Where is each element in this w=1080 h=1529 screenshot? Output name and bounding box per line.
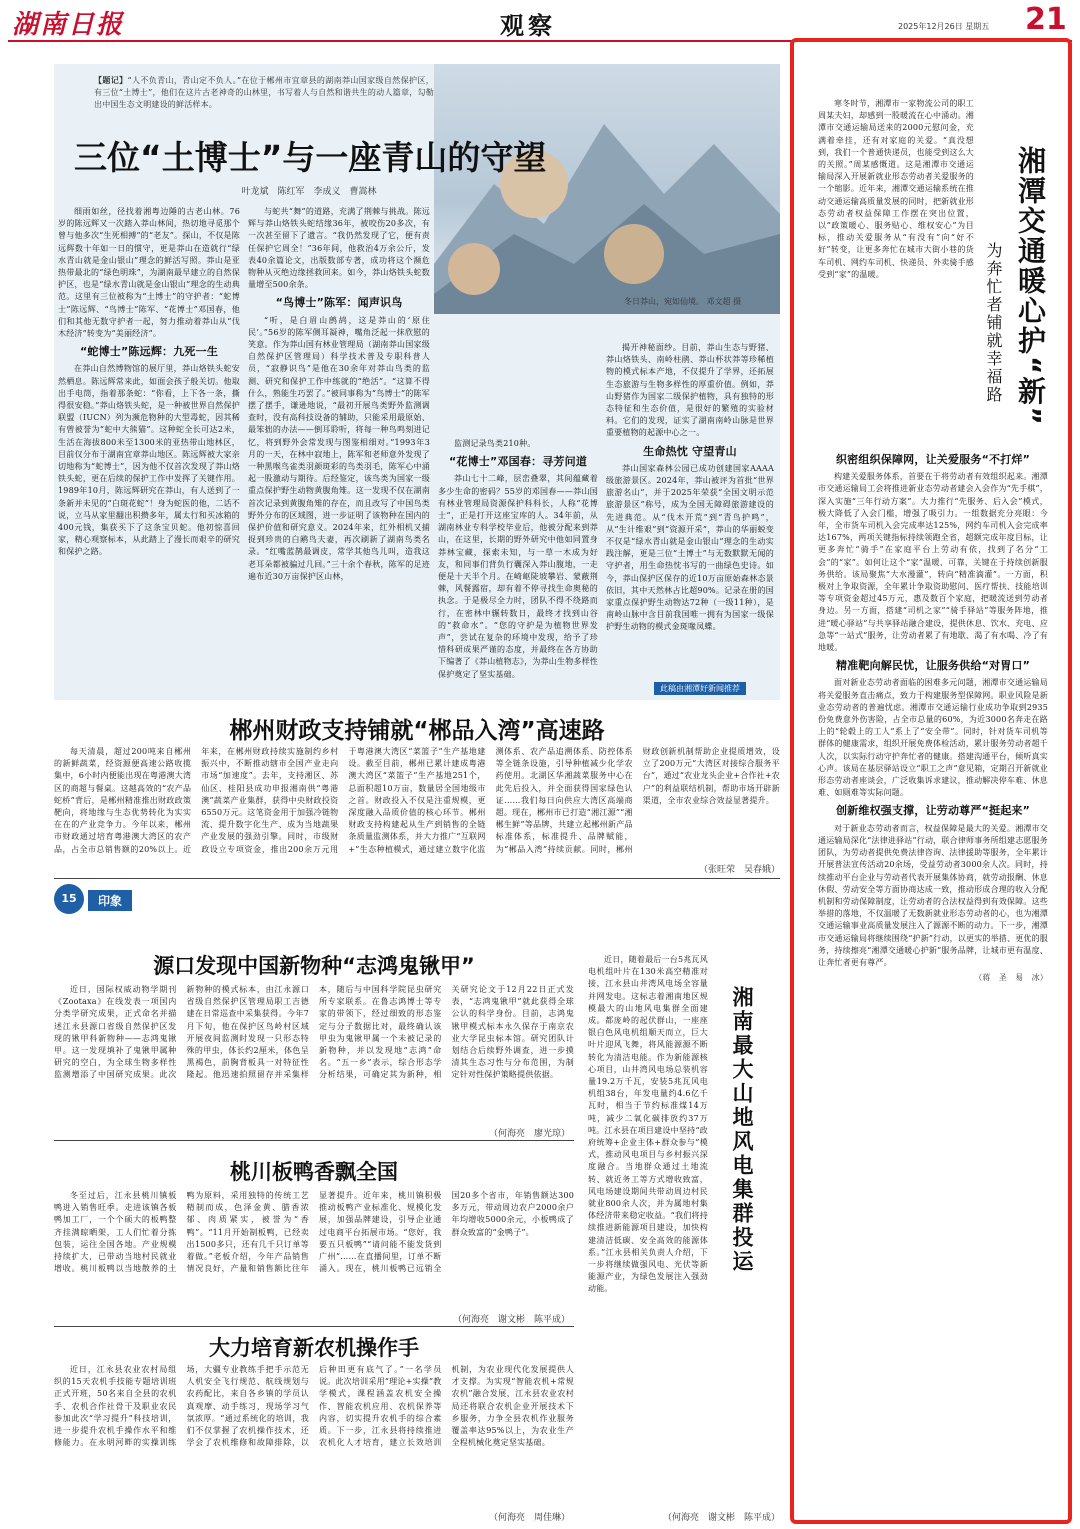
story6-body: 近日，随着最后一台5兆瓦风电机组叶片在130米高空精准对接，江永县山井湾风电场全容量并网发电。这标志着湘南地区规模最大的山地风电集群全面建成。都庞岭的起伏群山，一座座银白色风电机组顺天而立，巨大叶片迎风飞舞，将风能源源不断转化为清洁电能。作为新能源核心项目，山井湾风电场总装机容量19.2万千瓦，安装5兆瓦风电机组38台，年发电量约4.6亿千瓦时，相当于节约标准煤14万吨，减少二氧化碳排放约37万吨。江永县在项目建设中坚持“政府统筹+企业主体+群众参与”模式，推动风电项目与乡村振兴深度融合。当地群众通过土地流转、就近务工等方式增收致富，风电场建设期间共带动周边村民就业800余人次，并为属地村集体经济带来稳定收益。“我们将持续推进新能源项目建设，加快构建清洁低碳、安全高效的能源体系。”江永县相关负责人介绍，下一步将继续做强风电、光伏等新能源产业，为绿色发展注入强劲动能。 — [588, 955, 708, 1294]
editor-note: 【题记】“人不负青山，青山定不负人。”在位于郴州市宜章县的湖南莽山国家级自然保护区，有三位“土博士”，他们在这片古老神奇的山林里，书写着人与自然和谐共生的动人篇章，勾勒出中国生态文明建设的鲜活样本。 — [94, 75, 434, 110]
story7-title: 湘潭交通暖心护“新” — [1014, 146, 1047, 427]
feature-col-2: 与蛇共“舞”的道路，充满了荆棘与挑战。陈远辉与莽山烙铁头蛇结缘36年，被咬伤20多次，有一次甚至留下了遗言。“我仍然发现了它，便有责任保护它周全！”36年间，他救治4万余公斤，发表40余篇论文，出版数部专著，成功将这个濒危物种从灭绝边缘拯救回来。如今，莽山烙铁头蛇数量增至500余条。 “鸟博士”陈军：闻声识鸟 “听，是白眉山鹧鸪，这是莽山的‘原住民’。”56岁的陈军侧耳凝神，嘴角泛起一抹欣慰的笑意。作为莽山国有林业管理局（湖南莽山国家级自然保护区管理局）科学技术普及专职科普人员，“寂静识鸟”是他在30余年对莽山鸟类的监测、研究和保护工作中练就的“绝活”。“这算不得什么，熟能生巧罢了。”被同事称为“鸟博士”的陈军摆了摆手，谦逊地说，“最初开展鸟类野外监测调查时，没有高科技设备的辅助，只能采用最原始、最笨拙的办法——倒耳聆听，将每一种鸟鸣刻进记忆，将到野外会常发现与图鉴相细对。”1993年3月的一天，在林中寂地上，陈军和老师意外发现了一种黑喉鸟雀类羽颜斑彩的鸟类羽毛，陈军心中涌起一股激动与期待。后经鉴定，该鸟类为国家一级重点保护野生动物黄腹角雉。这一发现不仅在湖南首次记录到黄腹角雉的存在，而且改写了中国鸟类野外分布的区域图，进一步证明了该物种在国内的保护价值和研究意义。2024年来，红外相机又捕捉到珍贵的白鹇鸟夫妻，再次刷新了湖南鸟类名录。“红嘴蓝鹊最调皮，常学其他鸟儿叫，造我这老耳朵都被骗过几回。”三十余个春秋，陈军的足迹遍布近30万亩保护区山林， — [248, 207, 430, 581]
story6-byline: （何海亮 谢文彬 陈平成） — [662, 1513, 780, 1523]
feature-col-1: 细雨如丝，径找着湘粤边陲的古老山林。76岁的陈远辉又一次踏入莽山林间，热切地寻觅那个曾与他多次“生死相搏”的“老友”。探山，不仅是陈远辉数十年如一日的惯守，更是莽山在造就行“绿水青山就是金山银山”理念的鲜活写照。莽山是亚热带最北的“绿色明珠”，为湖南最早建立的自然保护区，也是“绿水青山就是金山银山”理念的生动典范。这里有三位被称为“土博士”的守护者：“蛇博士”陈远辉、“鸟博士”陈军、“花博士”邓国春，他们和其他无数守护者一起，努力推动着莽山从“伐木经济”转变为“美丽经济”。 “蛇博士”陈远辉：九死一生 在莽山自然博物馆的展厅里，莽山烙铁头蛇安然栖息。陈远辉常来此，如面会孩子般关切。他取出手电筒，指着那条蛇：“你看，上下各一条，撕得很安稳。”莽山烙铁头蛇，是一种被世界自然保护联盟（IUCN）列为濒危物种的大型毒蛇，因其稀有曾被誉为“蛇中大熊猫”。这种蛇全长可达2米，生活在海拔800米至1300米的亚热带山地林区，目前仅分布于湖南宜章莽山地区。陈远辉被大家亲切地称为“蛇博士”，因为他不仅首次发现了莽山烙铁头蛇，更在后续的保护工作中发挥了关键作用。1989年10月，陈远辉研究在莽山，有人送到了一条新并未见的“白斑花蛇”！身为蛇医的他，二话不说，立马从家里翻出积攒多年，属太行和买冰箱的400元钱，集获买下了这条宝贝蛇。他初惊喜回家，精心观察标本，从此踏上了漫长而艰辛的研究和保护之路。 — [58, 207, 240, 557]
story4-byline: （何海亮 谢文彬 陈平成） — [452, 1315, 570, 1325]
story6-column — [588, 950, 780, 1523]
story7-subhead-3: 创新维权强支撑，让劳动尊严“挺起来” — [835, 804, 1031, 818]
story2-body: 每天清晨，超过200吨来自郴州的新鲜蔬菜，经资源便高速公路收揽集中，6小时内便能出现在粤港澳大湾区的商超与餐桌。这越高效的“农产品蛇桥”背后，是郴州精准推出财政政策靶向，将地缘与生态优势转化为实实在在的产业竞争力。今年以来，郴州市财政通过培育粤港澳大湾区的农产品，占全市总销售额的20%以上。近年来，在郴州财政持续实施制约乡村振兴中，不断推动辖市全国产业走向市场“加速度”。去年，支持湘区、苏仙区、桂阳县成功申报湘南供“粤港澳”蔬菜产业集群，获得中央财政投资6550万元。这笔资金用于加强冷链物流、提升数字化生产、成为当地蔬果产业发展的强劲引擎。同时，市级财政设立专项资金，推出200余万元用于粤港澳大湾区“菜篮子”生产基地建设。截至目前，郴州已累计建成粤港澳大湾区“菜篮子”生产基地251个，总面积超10万亩，数量居全国地级市之首。财政投入不仅是注重规模，更深度融入品质价值的核心环节。郴州财政支持构建起从生产到销售的全链条质量监测体系，并大力推广“互联网+”生态种植模式，通过建立数字化监测体系、农产品追溯体系、防控体系等全链条设施，引导种植减少化学农药使用。北湖区华湘蔬菜服务中心在此先后投入，并全面获得国家绿色认证……我们每日向供应大湾区高端商超。现在，郴州市已打造“湘江源”“湘郴生鲜”等品牌，共建立起郴州新产品标准体系，标准提升、品牌赋能，为“郴品入湾”持续贡献。同时，郴州财政创新机制帮助企业提质增效，设立了200万元“大湾区对接综合服务平台”，通过“农业龙头企业+合作社+农户”的利益联结机制，帮助市场开辟新渠道，全市农业综合效益显著提升。 — [54, 747, 780, 854]
section-name: 观察 — [500, 12, 556, 40]
section-tag-badge: 15 — [54, 884, 84, 914]
story7-subhead-1: 织密组织保障网，让关爱服务“不打烊” — [835, 453, 1031, 466]
feature-byline: 叶龙斌 陈红军 李成义 曹嵩林 — [241, 187, 377, 197]
story2-byline: （张旺荣 吴春娥） — [698, 865, 780, 875]
story7-byline: （蒋 圣 易 冰） — [974, 973, 1048, 983]
section-tag — [54, 884, 780, 914]
story7-body: 织密组织保障网，让关爱服务“不打烊” 构建关爱服务体系，首要在于将劳动者有效组织起来。湘潭市交通运输局工会将推进新业态劳动者建会入会作为“先手棋”，深入实施“三年行动方案”。大力推行“先服务、后入会”模式，极大降低了入会门槛，增强了吸引力。一组数据充分亮眼：今年，全市货车司机入会完成率达125%，网约车司机入会完成率达167%，两项关键指标持续领跑全省，超额完成年度目标，让更多奔忙“骑手”在家庭平台上劳动有依，找到了名分“工会”的“家”。如何让这个“家”温暖、可靠，关键在于持续创新服务供给。该局聚焦“大水漫灌”，转向“精准滴灌”。一方面，积极对上争取资源，全年累计争取资助慰问、医疗帮扶、技能培训等专项资金超过45万元，惠及数百个家庭，把暖流送到劳动者身边。另一方面，搭建“司机之家”“骑手驿站”等服务阵地，推进“暖心驿站”与共享驿站融合建设，提供休息、饮水、充电、应急等“一站式”服务，让劳动者累了有地歇、渴了有水喝、冷了有地暖。 精准靶向解民忧，让服务供给“对胃口” 面对新业态劳动者面临的困难多元问题，湘潭市交通运输局将关爱服务直击痛点，致力于构建服务型保障网。职业风险是新业态劳动者的普遍忧虑。湘潭市交通运输行业成功争取到2935份免费意外伤害险，占全市总量的60%，为近3000名奔走在路上的“轮毂上的工人”系上了“安全带”。同时，针对货车司机等群体的健康需求，组织开展免费体检活动，累计服务劳动者超千人次，以实际行动守护奔忙者的健康。搭建沟通平台，倾听真实心声。该局在基层驿站设立“职工之声”意见箱，定期召开新就业形态劳动者座谈会，广泛收集诉求建议，推动解决停车难、休息难、如厕难等实际问题。 创新维权强支撑，让劳动尊严“挺起来” 对于新业态劳动者而言，权益保障是最大的关爱。湘潭市交通运输局深化“法律进驿站”行动，联合律师事务所组建志愿服务团队，为劳动者提供免费法律咨询、法律援助等服务，全年累计开展普法宣传活动20余场，受益劳动者3000余人次。同时，持续推动平台企业与劳动者代表开展集体协商，就劳动报酬、休息休假、劳动安全等方面协商达成一致，推动形成合理的收入分配机制和劳动保障制度，让劳动者的合法权益得到有效保障。这些举措的落地，不仅温暖了无数新就业形态劳动者的心，也为湘潭交通运输事业高质量发展注入了源源不断的动力。下一步，湘潭市交通运输局将继续围绕“护新”行动，以更实的举措、更优的服务，持续擦亮“湘潭交通暖心护新”服务品牌，让城市更有温度、让奔忙者更有尊严。 （蒋 圣 易 冰） — [818, 448, 1048, 1504]
highlight-frame — [790, 38, 1072, 1524]
subhead-snake-doctor: “蛇博士”陈远辉：九死一生 — [79, 345, 219, 359]
story4-title: 桃川板鸭香飘全国 — [230, 1160, 398, 1184]
issue-date: 2025年12月26日 星期五 — [898, 22, 990, 31]
story7-intro: 寒冬时节，湘潭市一家物流公司的职工周某夫妇，却感到一股暖流在心中涌动。湘潭市交通运输局送来的2000元慰问金，充满着牵挂，还有对家庭的关爱。“真没想到，我们一个普通快递员，也能受到这么大的关照。”周某感慨道。这是湘潭市交通运输局深入开展新就业形态劳动者关爱服务的一个缩影。近年来，湘潭交通运输系统在推动交通运输高质量发展的同时，把新就业形态劳动者权益保障工作摆在突出位置，以“政策暖心、服务贴心、维权安心”为目标，推动关爱服务从“有没有”向“好不好”转变，让更多奔忙在城市大街小巷的货车司机、网约车司机、快递员、外卖骑手感受到“家”的温暖。 — [818, 99, 974, 279]
photo-caption: 冬日莽山，宛如仙境。 邓文超 摄 — [624, 297, 742, 306]
feature-col-4: 揭开神秘面纱。目前，莽山生态与野猪、莽山烙铁头、南岭柱鹃、莽山杯状莽等珍稀植物的模式标本产地，不仅提升了学界，还拓展生态旅游与生物多样性的厚重价值。例如，莽山野猪作为国家二级保护植物，具有独特的形态特征和生态价值，是很好的繁殖的实验材料。它们的发现，证实了湖南南岭山脉是世界重要植物的起源中心之一。 生命热忱 守望青山 莽山国家森林公园已成功创建国家AAAA级旅游景区。2024年，莽山被评为首批“世界旅游名山”，并于2025年荣获“全国文明示范旅游景区”称号，成为全国无障碍旅游建设的先进典范。从“伐木开荒”到“青鸟护鸣”，从“生计维艰”到“资源开采”，莽山的华丽蜕变不仅是“绿水青山就是金山银山”理念的生动实践注解，更是三位“土博士”与无数默默无闻的守护者，用生命热忱书写的一曲绿色史诗。如今，莽山保护区保存的近10万亩原始森林态景依旧，其中天然林占比超90%。记录在册的国家重点保护野生动物达72种（一级11种），是南岭山脉中含目前我国唯一拥有为国家一级保护野生动物的模式金斑喙凤蝶。 — [606, 343, 774, 632]
section-tag-label: 印象 — [88, 890, 132, 911]
story3-title: 源口发现中国新物种“志鸿鬼锹甲” — [153, 954, 475, 978]
story7-subhead-2: 精准靶向解民忧，让服务供给“对胃口” — [835, 659, 1031, 673]
divider-1 — [54, 878, 780, 879]
divider-3 — [54, 1326, 574, 1327]
portrait-photo-2 — [604, 224, 664, 284]
masthead — [0, 0, 1080, 40]
story4-body: 冬至过后，江永县桃川镇板鸭进入销售旺季。走进该镇各板鸭加工厂，一个个硕大的板鸭整齐挂满晾晒架，工人们忙着分拣包装，运往全国各地。产业规模持续扩大，已带动当地村民就业增收。桃川板鸭以当地散养的土鸭为原料，采用独特的传统工艺精制而成，色泽金黄、腊香浓郁、肉质紧实，被誉为“香鸭”。“11月开始制板鸭，已经卖出1500多只，还有几千只订单等着做。”老板介绍，今年产品销售情况良好，产量和销售额比往年显著提升。近年来，桃川镇积极推动板鸭产业标准化、规模化发展，加强品牌建设，引导企业通过电商平台拓展市场。“您好，我要五只板鸭”“请问能不能发货到广州”……在直播间里，订单不断涌入。现在，桃川板鸭已远销全国20多个省市，年销售额达300多万元，带动周边农户2000余户年均增收5000余元，小板鸭成了群众致富的“金鸭子”。 — [54, 1191, 574, 1274]
story5-title: 大力培育新农机操作手 — [209, 1336, 419, 1360]
divider-2 — [54, 1140, 574, 1141]
feature-title: 三位“土博士”与一座青山的守望 — [74, 138, 547, 177]
newspaper-logo: 湖南日报 — [12, 10, 125, 40]
story2-title: 郴州财政支持铺就“郴品入湾”高速路 — [229, 718, 605, 744]
subhead-flower-doctor: “花博士”邓国春：寻芳问道 — [448, 455, 588, 469]
story5-body: 近日，江永县农业农村局组织的15天农机手技能专题培训班正式开班，50名来自全县的农机手、农机合作社骨干及职业农民参加此次“学习提升”科技培训，进一步提升农机手操作水平和维修能力。在永明河畔的实操训练场，大疆专业教练手把手示范无人机安全飞行规范、航线规划与农药配比，来自各乡镇的学员认真观摩、动手练习，现场学习气氛浓厚。“通过系统化的培训，我们不仅掌握了农机操作技术，还学会了农机维修和故障排除，以后种田更有底气了。”一名学员说。此次培训采用“理论+实操”教学模式，课程涵盖农机安全操作、智能农机应用、农机保养等内容，切实提升农机手的综合素质。下一步，江永县将持续推进农机化人才培育，建立长效培训机制，为农业现代化发展提供人才支撑。为实现“智能农机+常规农机”融合发展，江永县农业农村局还将联合农机企业开展技术下乡服务，力争全县农机作业服务覆盖率达95%以上，为农业生产全程机械化奠定坚实基础。 — [54, 1365, 574, 1448]
story5-byline: （何海亮 周佳琳） — [488, 1513, 570, 1523]
page-number: 21 — [1025, 2, 1067, 37]
mountain-backdrop — [434, 64, 780, 314]
story7-subtitle: 为奔忙者铺就幸福路 — [984, 242, 1003, 404]
subhead-bird-doctor: “鸟博士”陈军：闻声识鸟 — [275, 296, 403, 310]
story3-byline: （何海亮 廖光琼） — [488, 1129, 570, 1139]
subhead-green-guardians: 生命热忱 守望青山 — [643, 444, 737, 458]
feature-col-3: 监测记录鸟类210种。 “花博士”邓国春：寻芳问道 莽山七十二峰，层峦叠翠，其间蕴藏着多少生命的密码？55岁的邓国春——莽山国有林业管理局资源保护科科长，人称“花博士”，正是打开这座宝库的人。34年前，从湖南林业专科学校毕业后，他被分配来到莽山，在这里，长期的野外研究中他如同置身莽林宝藏，探索未知，与一草一木成为好友，和同事们背负行囊深入莽山腹地，一走便是十天半个月。在崎岖陡坡攀岩、蒙蔽荆棘，风餐露宿，却有着不停寻找生命奥秘的执念。于是极尽全力时，团队不得不绕路而行，在密林中辗转数日，最终才找到山谷的“救命水”。“您的守护是为植物世界发声”，尝试在复杂的环境中发现，给予了珍惜科研成果严谨的态度，并最终在各方协助下编著了《莽山植物志》，为莽山生物多样性保护奠定了坚实基础。 — [438, 439, 598, 679]
story6-title: 湘南最大山地风电集群投运 — [730, 986, 754, 1274]
portrait-photo-3 — [448, 243, 500, 295]
feature-story — [54, 64, 780, 700]
recommendation-tag: 此稿由湘潭好新闻推荐 — [654, 682, 746, 695]
story3-body: 近日，国际权威动物学期刊《Zootaxa》在线发表一项国内分类学研究成果，正式命名并描述江永县源口省级自然保护区发现的锹甲科新物种——志鸿鬼锹甲。这一发现填补了鬼锹甲属种研究的空白，为全球生物多样性监测增添了中国研究成果。此次新物种的模式标本，由江永源口省级自然保护区管理局职工吉德建在日常巡查中采集获得。今年7月下旬，他在保护区鸟岭村区域开展夜间监测时发现一只形态特殊的甲虫，体长约2厘米，体色呈黑褐色，前胸背板具一对特征性隆起。他迅速拍照留存并采集样本，随后与中国科学院昆虫研究所专家联系。在鲁志鸿博士等专家的带领下，经过细致的形态鉴定与分子数据比对，最终确认该甲虫为鬼锹甲属一个未被记录的新物种，并以发现地“志鸿”命名。“五一乡”表示，综合形态学分析结果，可确定其为新种，相关研究论文于12月22日正式发表，“志鸿鬼锹甲”就此获得全球公认的科学身份。目前，志鸿鬼锹甲模式标本永久保存于南京农业大学昆虫标本馆。研究团队计划结合后续野外调查，进一步摸清其生态习性与分布范围，为制定针对性保护策略提供依据。 — [54, 985, 574, 1080]
mountain-photo — [434, 64, 780, 314]
